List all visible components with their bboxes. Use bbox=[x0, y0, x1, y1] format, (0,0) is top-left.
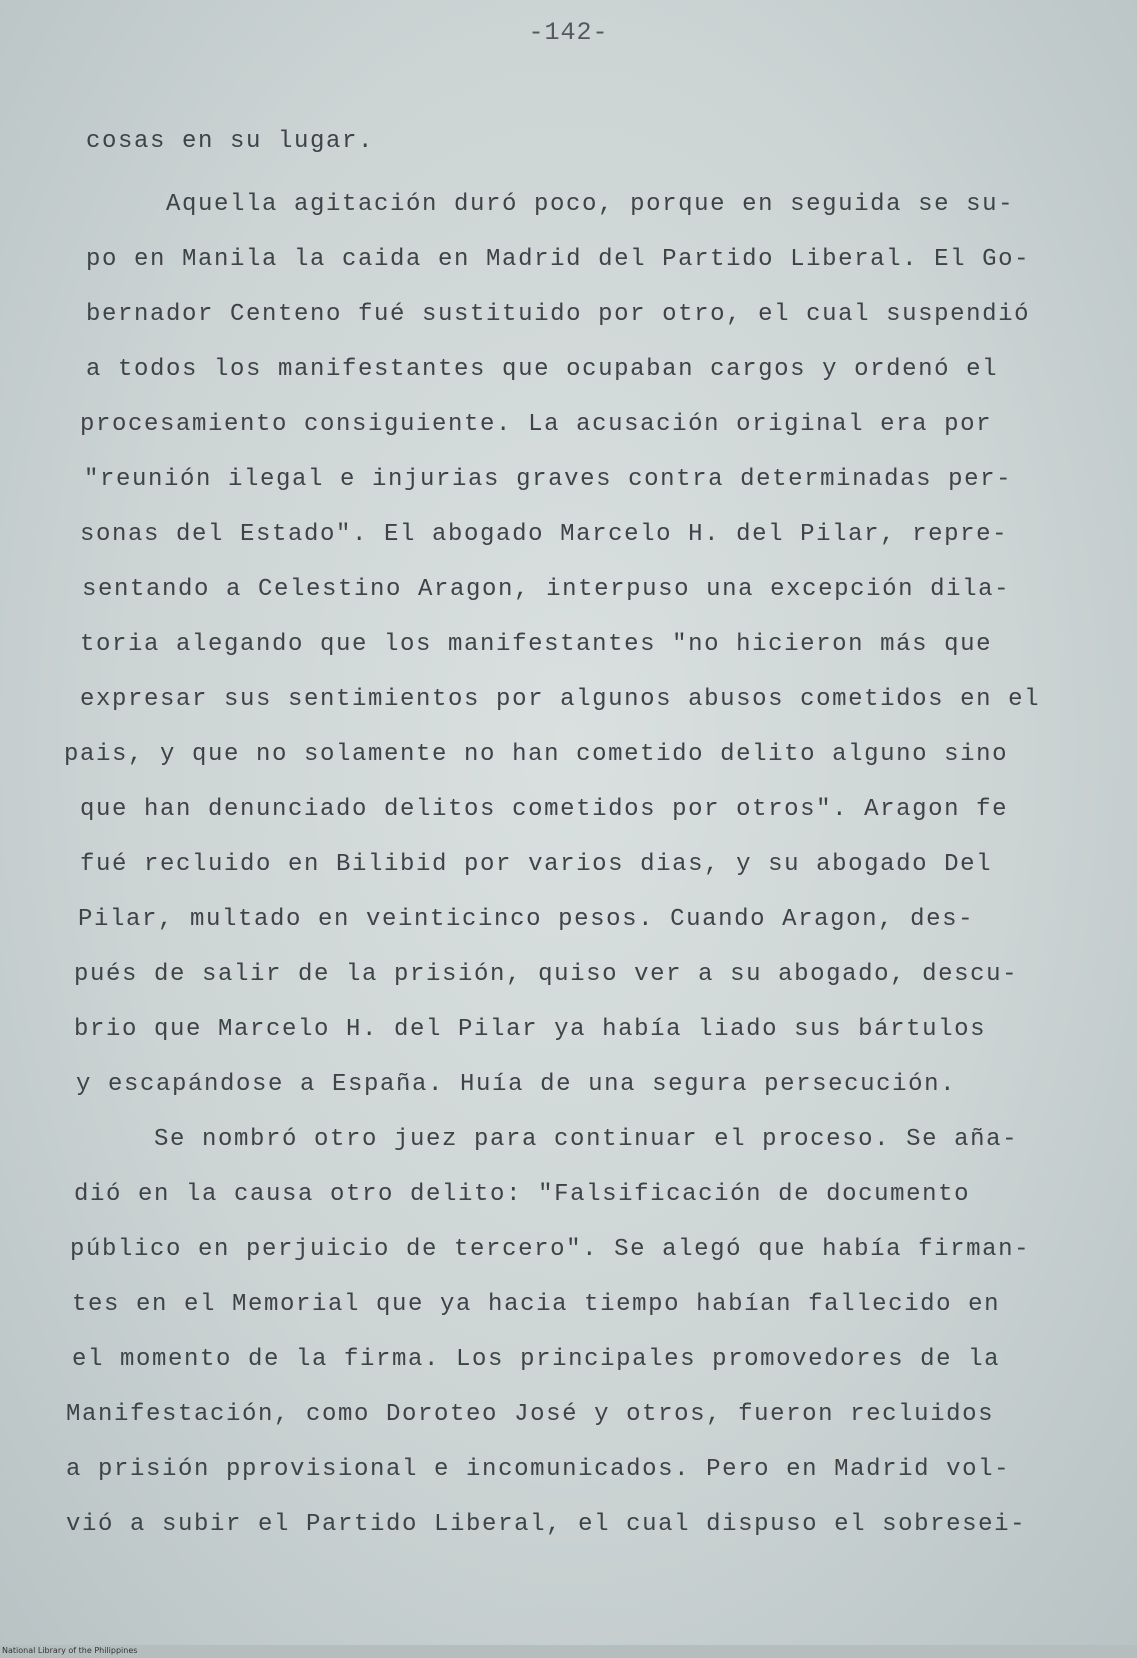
text-line: sonas del Estado". El abogado Marcelo H. del Pilar, repre- bbox=[80, 521, 1009, 548]
text-line: a prisión pprovisional e incomunicados. Pero en Madrid vol- bbox=[66, 1456, 1011, 1483]
text-line: Pilar, multado en veinticinco pesos. Cuando Aragon, des- bbox=[78, 906, 975, 933]
text-line: y escapándose a España. Huía de una segura persecución. bbox=[76, 1071, 957, 1098]
text-line: vió a subir el Partido Liberal, el cual dispuso el sobresei- bbox=[66, 1511, 1027, 1538]
text-line: pués de salir de la prisión, quiso ver a su abogado, descu- bbox=[74, 961, 1019, 988]
text-line: fué recluido en Bilibid por varios dias, y su abogado Del bbox=[80, 851, 993, 878]
text-line: el momento de la firma. Los principales promovedores de la bbox=[72, 1346, 1001, 1373]
text-line: toria alegando que los manifestantes "no hicieron más que bbox=[80, 631, 993, 658]
text-line: bernador Centeno fué sustituido por otro, el cual suspendió bbox=[86, 301, 1031, 328]
text-line: brio que Marcelo H. del Pilar ya había liado sus bártulos bbox=[74, 1016, 987, 1043]
text-line: expresar sus sentimientos por algunos abusos cometidos en el bbox=[80, 686, 1041, 713]
text-line: Manifestación, como Doroteo José y otros, fueron recluidos bbox=[66, 1401, 995, 1428]
text-line: "reunión ilegal e injurias graves contra determinadas per- bbox=[84, 466, 1013, 493]
text-line: cosas en su lugar. bbox=[86, 128, 375, 155]
text-line: pais, y que no solamente no han cometido delito alguno sino bbox=[64, 741, 1009, 768]
text-line: público en perjuicio de tercero". Se alegó que había firman- bbox=[70, 1236, 1031, 1263]
text-line: que han denunciado delitos cometidos por otros". Aragon fe bbox=[80, 796, 1009, 823]
text-line: Se nombró otro juez para continuar el proceso. Se aña- bbox=[154, 1126, 1019, 1153]
text-line: dió en la causa otro delito: "Falsificación de documento bbox=[74, 1181, 971, 1208]
text-line: procesamiento consiguiente. La acusación original era por bbox=[80, 411, 993, 438]
library-stamp: National Library of the Philippines bbox=[2, 1646, 138, 1655]
text-line: a todos los manifestantes que ocupaban cargos y ordenó el bbox=[86, 356, 999, 383]
text-line: Aquella agitación duró poco, porque en seguida se su- bbox=[166, 191, 1015, 218]
text-line: sentando a Celestino Aragon, interpuso una excepción dila- bbox=[82, 576, 1011, 603]
page-number: -142- bbox=[528, 18, 609, 47]
text-line: po en Manila la caida en Madrid del Partido Liberal. El Go- bbox=[86, 246, 1031, 273]
text-line: tes en el Memorial que ya hacia tiempo habían fallecido en bbox=[72, 1291, 1001, 1318]
